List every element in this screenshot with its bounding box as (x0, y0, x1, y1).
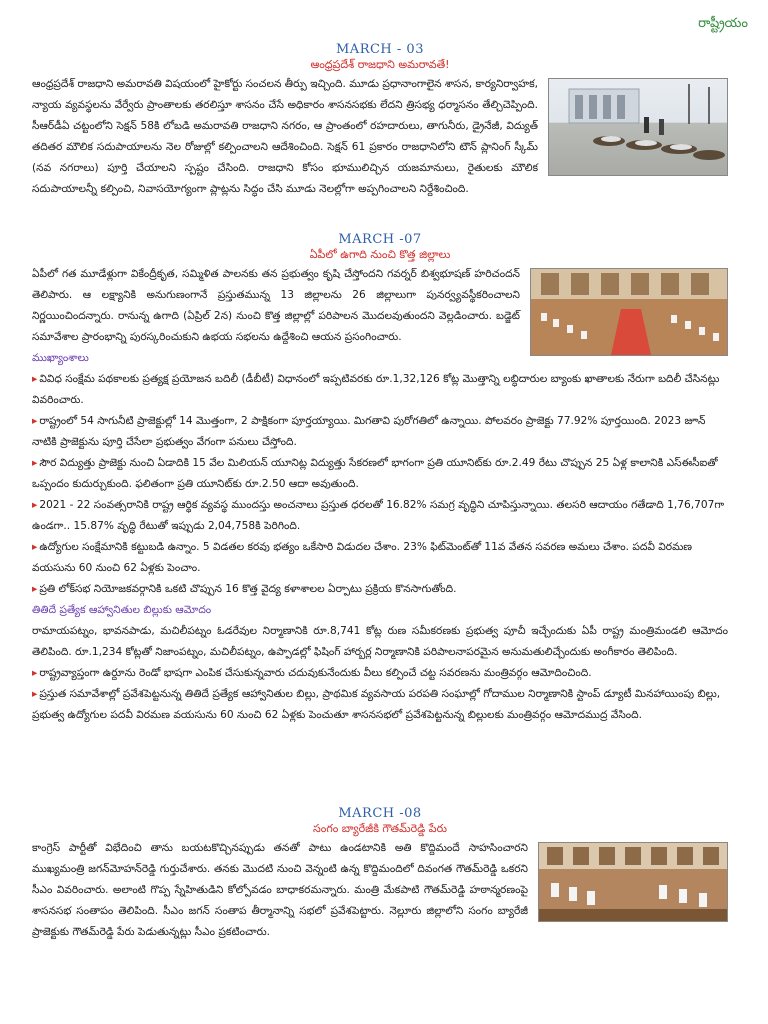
highlight-item: ▸ 2021 - 22 సంవత్సరానికి రాష్ట్ర ఆర్థిక వ్యవస్థ ముందస్తు అంచనాలు ప్రస్తుత ధరలతో 16.82% సమగ్ర వృద్ధిని చూపిస్తున్నాయి. తలసరి ఆదాయం గతేడాది 1,76,707గా ఉండగా.. 15.87% వృద్ధి రేటుతో ఇప్పుడు 2,04,758కి పెరిగింది. (32, 499, 725, 532)
ttd-bill-heading: తితిదే ప్రత్యేక ఆహ్వానితుల బిల్లుకు ఆమోదం (32, 604, 212, 616)
highlight-item: ▸ ప్రతి లోక్‌సభ నియోజకవర్గానికి ఒకటి చొప్పున 16 కొత్త వైద్య కళాశాలల ఏర్పాటు ప్రక్రియ కొనసాగుతోంది. (32, 583, 457, 595)
event-headline: ఆంధ్రప్రదేశ్ రాజధాని అమరావతే! (310, 58, 450, 71)
bullet-marker-icon: ▸ (32, 457, 38, 469)
bullet-marker-icon: ▸ (32, 583, 38, 595)
highlight-item: ▸ సౌర విద్యుత్తు ప్రాజెక్టు నుంచి ఏడాదికి 15 వేల మిలియన్ యూనిట్ల విద్యుత్తు సేకరణలో భాగంగా ప్రతి యూనిట్‌కు రూ.2.49 రేటు చొప్పున 25 ఏళ్ల కాలానికి ఎస్ఈసీఐతో ఒప్పందం కుదుర్చుకుంది. ఫలితంగా ప్రతి యూనిట్‌కు రూ.2.50 ఆదా అవుతుంది. (32, 457, 718, 490)
event-march-03 (32, 42, 728, 200)
event-date: MARCH -07 (338, 232, 422, 247)
event-date: MARCH - 03 (336, 42, 424, 57)
event-march-07 (32, 232, 728, 726)
event-headline: సంగం బ్యారేజీకి గౌతమ్‌రెడ్డి పేరు (313, 822, 447, 835)
bullet-marker-icon: ▸ (32, 688, 38, 700)
event-paragraph: రామాయపట్నం, భావనపాడు, మచిలీపట్నం ఓడరేవుల నిర్మాణానికి రూ.8,741 కోట్ల రుణ సమీకరణకు ప్రభుత్వ పూచీ ఇచ్చేందుకు ఏపీ రాష్ట్ర మంత్రిమండలి ఆమోదం తెలిపింది. రూ.1,234 కోట్లతో నిజాంపట్నం, మచిలీపట్నం, ఉప్పాడల్లో ఫిషింగ్ హార్బర్ల నిర్మాణానికి పరిపాలనాపరమైన అనుమతులిచ్చేందుకు అంగీకారం తెలిపింది. (32, 625, 728, 658)
event-paragraph: కాంగ్రెస్ పార్టీతో విభేదించి తాను బయటకొచ్చినప్పుడు తనతో పాటు ఉండటానికి అతి కొద్దిమందే సాహసించారని ముఖ్యమంత్రి జగన్‌మోహన్‌రెడ్డి గుర్తుచేశారు. తనకు మొదటి నుంచి వెన్నంటి ఉన్న కొద్దిమందిలో దివంగత గౌతమ్‌రెడ్డి ఒకరని సీఎం వివరించారు. అలాంటి గొప్ప స్నేహితుడిని కోల్పోవడం బాధాకరమన్నారు. మంత్రి మేకపాటి గౌతమ్‌రెడ్డి హఠాన్మరణంపై శాసనసభ సంతాపం తెలిపింది. సీఎం జగన్ సంతాప తీర్మానాన్ని సభలో ప్రవేశపెట్టారు. నెల్లూరు జిల్లాలోని సంగం బ్యారేజీ ప్రాజెక్టుకు గౌతమ్‌రెడ్డి పేరు పెడుతున్నట్లు సీఎం ప్రకటించారు. (32, 842, 528, 938)
highlights-heading: ముఖ్యాంశాలు (32, 352, 89, 364)
amaravati-protest-photo (548, 78, 728, 176)
highlight-item: ▸ వివిధ సంక్షేమ పథకాలకు ప్రత్యక్ష ప్రయోజన బదిలీ (డీబీటీ) విధానంలో ఇప్పటివరకు రూ.1,32,126 కోట్ల మొత్తాన్ని లబ్ధిదారుల బ్యాంకు ఖాతాలకు నేరుగా బదిలీ చేసినట్లు వివరించారు. (32, 373, 720, 406)
event-headline: ఏపీలో ఉగాది నుంచి కొత్త జిల్లాలు (309, 248, 451, 261)
section-tag: రాష్ట్రీయం (698, 16, 748, 31)
event-date: MARCH -08 (338, 806, 422, 821)
assembly-session-photo (538, 842, 728, 922)
bullet-marker-icon: ▸ (32, 415, 38, 427)
highlight-item: ▸ ఉద్యోగుల సంక్షేమానికి కట్టుబడి ఉన్నాం. 5 విడతల కరవు భత్యం ఒకేసారి విడుదల చేశాం. 23% ఫిట్‌మెంట్‌తో 11వ వేతన సవరణ అమలు చేశాం. పదవీ విరమణ వయసును 60 నుంచి 62 ఏళ్లకు పెంచాం. (32, 541, 693, 574)
event-paragraph: ఏపీలో గత మూడేళ్లుగా వికేంద్రీకృత, సమ్మిళిత పాలనకు తన ప్రభుత్వం కృషి చేస్తోందని గవర్నర్ బిశ్వభూషణ్ హరిచందన్ తెలిపారు. ఆ లక్ష్యానికి అనుగుణంగానే ప్రస్తుతమున్న 13 జిల్లాలను 26 జిల్లాలుగా పునర్వ్యవస్థీకరించాలని నిర్ణయించిందన్నారు. రానున్న ఉగాది (ఏప్రిల్ 2న) నుంచి కొత్త జిల్లాల్లో పరిపాలన మొదలవుతుందని వెల్లడించారు. బడ్జెట్ సమావేశాల ప్రారంభాన్ని పురస్కరించుకుని ఉభయ సభలను ఉద్దేశించి ఆయన ప్రసంగించారు. (32, 268, 520, 343)
highlight-item: ▸ రాష్ట్రంలో 54 సాగునీటి ప్రాజెక్టుల్లో 14 మొత్తంగా, 2 పాక్షికంగా పూర్తయ్యాయి. మిగతావి పురోగతిలో ఉన్నాయి. పోలవరం ప్రాజెక్టు 77.92% పూర్తయింది. 2023 జూన్ నాటికి ప్రాజెక్టును పూర్తి చేసేలా ప్రభుత్వం వేగంగా పనులు చేస్తోంది. (32, 415, 706, 448)
event-march-08 (32, 806, 728, 943)
bullet-marker-icon: ▸ (32, 667, 38, 679)
event-paragraph: ఆంధ్రప్రదేశ్ రాజధాని అమరావతి విషయంలో హైకోర్టు సంచలన తీర్పు ఇచ్చింది. మూడు ప్రధానాంగాలైన శాసన, కార్యనిర్వాహక, న్యాయ వ్యవస్థలను వేర్వేరు ప్రాంతాలకు తరలిస్తూ శాసనం చేసే అధికారం శాసనసభకు లేదని త్రిసభ్య ధర్మాసనం తేల్చిచెప్పింది. సీఆర్‌డీఏ చట్టంలోని సెక్షన్ 58కి లోబడి అమరావతి రాజధాని నగరం, ఆ ప్రాంతంలో రహదారులు, తాగునీరు, డ్రైనేజీ, విద్యుత్ తదితర మౌలిక సదుపాయాలను నెల రోజుల్లో కల్పించాలని ఆదేశించింది. సెక్షన్ 61 ప్రకారం రాజధానిలోని టౌన్ ప్లానింగ్ స్కీమ్ (నవ నగరాలు) పూర్తి చేయాలని స్పష్టం చేసింది. రాజధాని కోసం భూములిచ్చిన యజమానులు, రైతులకు మౌలిక సదుపాయాలన్నీ కల్పించి, నివాసయోగ్యంగా ప్లాట్లను సిద్ధం చేసి మూడు నెలల్లోగా అప్పగించాలని నిర్దేశించింది. (32, 78, 538, 195)
highlight-item: ▸ ప్రస్తుత సమావేశాల్లో ప్రవేశపెట్టనున్న తితిదే ప్రత్యేక ఆహ్వానితుల బిల్లు, ప్రాథమిక వ్యవసాయ పరపతి సంఘాల్లో గోదాముల నిర్మాణానికి స్టాంప్ డ్యూటీ మినహాయింపు బిల్లు, ప్రభుత్వ ఉద్యోగుల పదవీ విరమణ వయసును 60 నుంచి 62 ఏళ్లకు పెంచుతూ శాసనసభలో ప్రవేశపెట్టనున్న బిల్లులకు మంత్రివర్గం ఆమోదముద్ర వేసింది. (32, 688, 721, 721)
assembly-hall-photo (530, 268, 728, 356)
bullet-marker-icon: ▸ (32, 541, 38, 553)
bullet-marker-icon: ▸ (32, 373, 38, 385)
highlight-item: ▸ రాష్ట్రవ్యాప్తంగా ఉర్దూను రెండో భాషగా ఎంపిక చేసుకున్నవారు చదువుకునేందుకు వీలు కల్పించే చట్ట సవరణను మంత్రివర్గం ఆమోదించింది. (32, 667, 592, 679)
bullet-marker-icon: ▸ (32, 499, 38, 511)
